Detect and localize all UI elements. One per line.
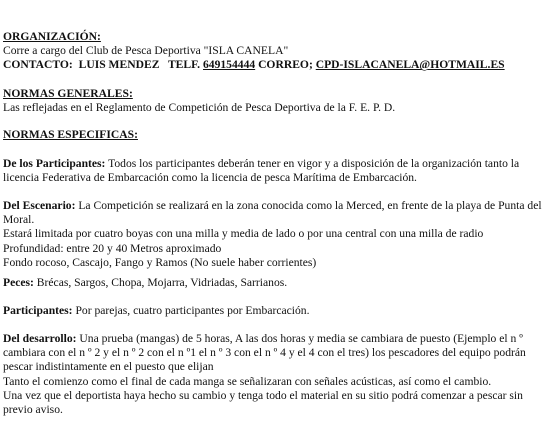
normas-especificas-heading: NORMAS ESPECIFICAS: [3,128,138,141]
escenario-label: Del Escenario: [3,199,76,212]
peces-text: Brécas, Sargos, Chopa, Mojarra, Vidriadas, Sarrianos. [33,276,288,289]
organizacion-line: Corre a cargo del Club de Pesca Deportiva "ISLA CANELA" [3,44,289,58]
contacto-label: CONTACTO: [3,58,73,72]
escenario-paragraph [3,199,549,227]
peces-label: Peces: [3,276,34,289]
peces-section [3,276,549,290]
normas-generales-section [3,87,549,115]
desarrollo-text: Una prueba (mangas) de 5 horas, A las dos horas y media se cambiara de puesto (Ejemplo el n º cambiara con el n º 2 y el n º 2 con el n º1 el n º 3 con el n º 4 y el 4 con el tres) los pescadores del equipo podrán pescar indistintamente en el puesto que elijan [3,332,526,374]
participantes2-paragraph [3,304,549,318]
organizacion-heading: ORGANIZACIÓN: [3,30,101,43]
escenario-line2: Estará limitada por cuatro boyas con una milla y media de lado o por una central con una milla de radio [3,227,484,241]
desarrollo-paragraph [3,332,549,375]
contacto-line [3,58,549,72]
escenario-line4: Fondo rocoso, Cascajo, Fango y Ramos (No suele haber corrientes) [3,255,317,269]
email-value: CPD-ISLACANELA@HOTMAIL.ES [315,58,505,72]
desarrollo-section [3,332,549,417]
participantes2-text: Por parejas, cuatro participantes por Embarcación. [72,304,310,317]
desarrollo-line2: Tanto el comienzo como el final de cada manga se señalizaran con señales acústicas, así como el cambio. [3,374,492,388]
participantes-paragraph [3,157,549,185]
email-label: CORREO; [258,58,313,72]
participantes2-label: Participantes: [3,304,73,317]
peces-paragraph [3,276,549,290]
participantes-label: De los Participantes: [3,157,106,170]
escenario-text: La Competición se realizará en la zona conocida como la Merced, en frente de la playa de Punta del Moral. [3,199,542,227]
tel-value: 649154444 [202,58,256,72]
desarrollo-label: Del desarrollo: [3,332,77,345]
participantes-section [3,157,549,185]
contacto-name: LUIS MENDEZ [78,58,160,72]
participantes-text: Todos los participantes deberán tener en vigor y a disposición de la organización tanto la licencia Federativa de Embarcación como la licencia de pesca Marítima de Embarcación. [3,157,520,185]
organizacion-section [3,30,549,73]
tel-label: TELF. [167,58,201,72]
normas-generales-heading: NORMAS GENERALES: [3,87,133,100]
escenario-section [3,199,549,270]
normas-generales-text: Las reflejadas en el Reglamento de Competición de Pesca Deportiva de la F. E. P. D. [3,101,396,115]
escenario-line3: Profundidad: entre 20 y 40 Metros aproximado [3,241,222,255]
desarrollo-line3: Una vez que el deportista haya hecho su cambio y tenga todo el material en su sitio podrá comenzar a pescar sin previo aviso. [3,388,523,417]
participantes2-section [3,304,549,318]
normas-especificas-section [3,128,549,142]
